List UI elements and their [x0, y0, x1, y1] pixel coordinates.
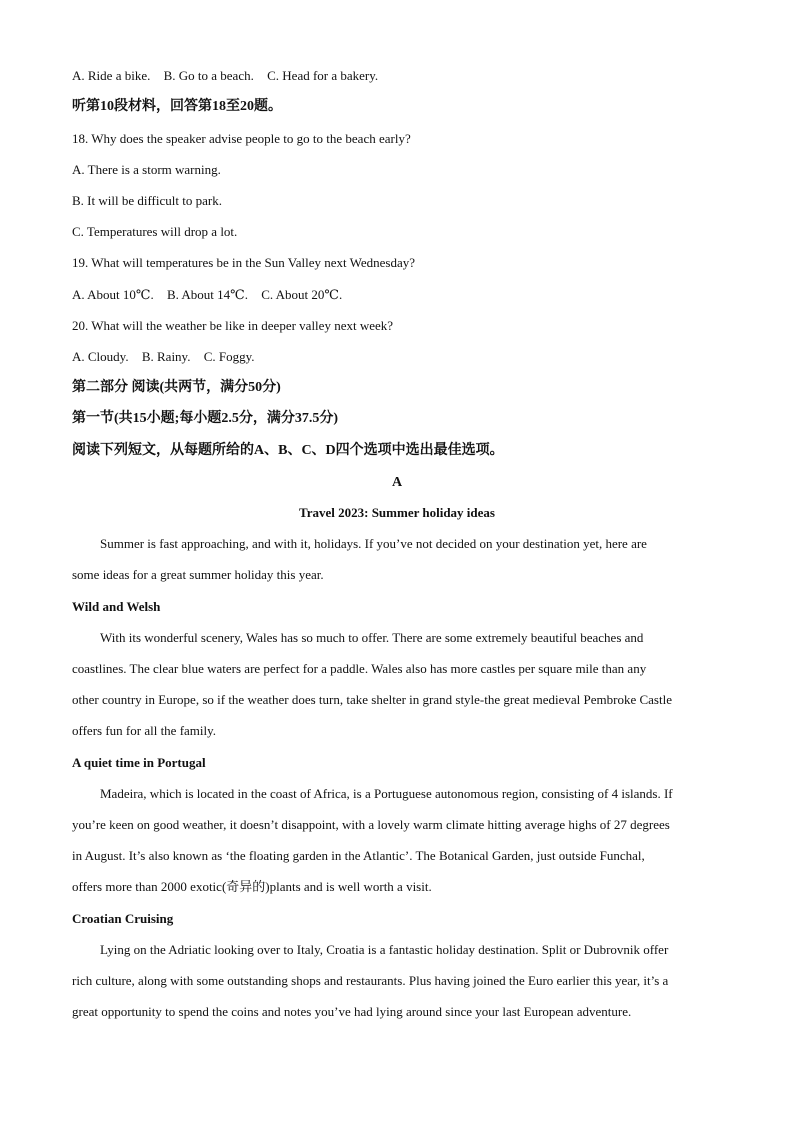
reading-part-title: 第二部分 阅读(共两节，满分50分): [72, 380, 281, 395]
wales-line-2: coastlines. The clear blue waters are perfect for a paddle. Wales also has more castles per square mile than any: [72, 661, 647, 676]
intro-line-1: Summer is fast approaching, and with it, holidays. If you’ve not decided on your destination yet, here are: [100, 536, 647, 551]
q18-option-b: B. It will be difficult to park.: [72, 193, 222, 208]
wales-line-3: other country in Europe, so if the weather does turn, take shelter in grand style-the great medieval Pembroke Castle: [72, 692, 672, 707]
section-10-instruction: 听第10段材料，回答第18至20题。: [72, 99, 282, 114]
q18-option-c: C. Temperatures will drop a lot.: [72, 224, 238, 239]
wales-line-4: offers fun for all the family.: [72, 723, 217, 738]
q20-options: [72, 348, 265, 366]
passage-title: Travel 2023: Summer holiday ideas: [299, 505, 495, 520]
q20-option-c: C. Foggy.: [203, 349, 255, 364]
portugal-line-1: Madeira, which is located in the coast of Africa, is a Portuguese autonomous region, consisting of 4 islands. If: [100, 786, 673, 801]
q17-option-b: B. Go to a beach.: [163, 68, 254, 83]
portugal-line-3: in August. It’s also known as ‘the floating garden in the Atlantic’. The Botanical Garden, just outside Funchal,: [72, 848, 645, 863]
q18-option-a: A. There is a storm warning.: [72, 162, 221, 177]
croatia-line-2: rich culture, along with some outstanding shops and restaurants. Plus having joined the Euro earlier this year, it’s a: [72, 973, 669, 988]
q19-options: [72, 286, 352, 304]
q18-question: 18. Why does the speaker advise people to go to the beach early?: [72, 131, 411, 146]
portugal-line-2: you’re keen on good weather, it doesn’t disappoint, with a lovely warm climate hitting average highs of 27 degrees: [72, 817, 670, 832]
reading-section-title: 第一节(共15小题;每小题2.5分，满分37.5分): [72, 411, 338, 426]
q19-option-b: B. About 14℃.: [166, 287, 248, 302]
q19-question: 19. What will temperatures be in the Sun Valley next Wednesday?: [72, 255, 416, 270]
wales-heading: Wild and Welsh: [72, 599, 161, 614]
passage-label: A: [391, 475, 403, 490]
portugal-line-4: offers more than 2000 exotic(奇异的)plants and is well worth a visit.: [72, 879, 432, 894]
croatia-heading: Croatian Cruising: [72, 911, 174, 926]
croatia-line-3: great opportunity to spend the coins and notes you’ve had lying around since your last European adventure.: [72, 1004, 632, 1019]
wales-line-1: With its wonderful scenery, Wales has so much to offer. There are some extremely beautiful beaches and: [100, 630, 644, 645]
q20-option-a: A. Cloudy.: [72, 349, 129, 364]
q19-option-c: C. About 20℃.: [261, 287, 343, 302]
q20-question: 20. What will the weather be like in deeper valley next week?: [72, 318, 394, 333]
croatia-line-1: Lying on the Adriatic looking over to Italy, Croatia is a fantastic holiday destination. Split or Dubrovnik offer: [100, 942, 669, 957]
q20-option-b: B. Rainy.: [141, 349, 191, 364]
q17-options: [72, 67, 388, 85]
intro-line-2: some ideas for a great summer holiday this year.: [72, 567, 324, 582]
q17-option-a: A. Ride a bike.: [72, 68, 151, 83]
q17-option-c: C. Head for a bakery.: [267, 68, 379, 83]
reading-instruction: 阅读下列短文，从每题所给的A、B、C、D四个选项中选出最佳选项。: [72, 443, 504, 458]
q19-option-a: A. About 10℃.: [72, 287, 154, 302]
portugal-heading: A quiet time in Portugal: [72, 755, 206, 770]
